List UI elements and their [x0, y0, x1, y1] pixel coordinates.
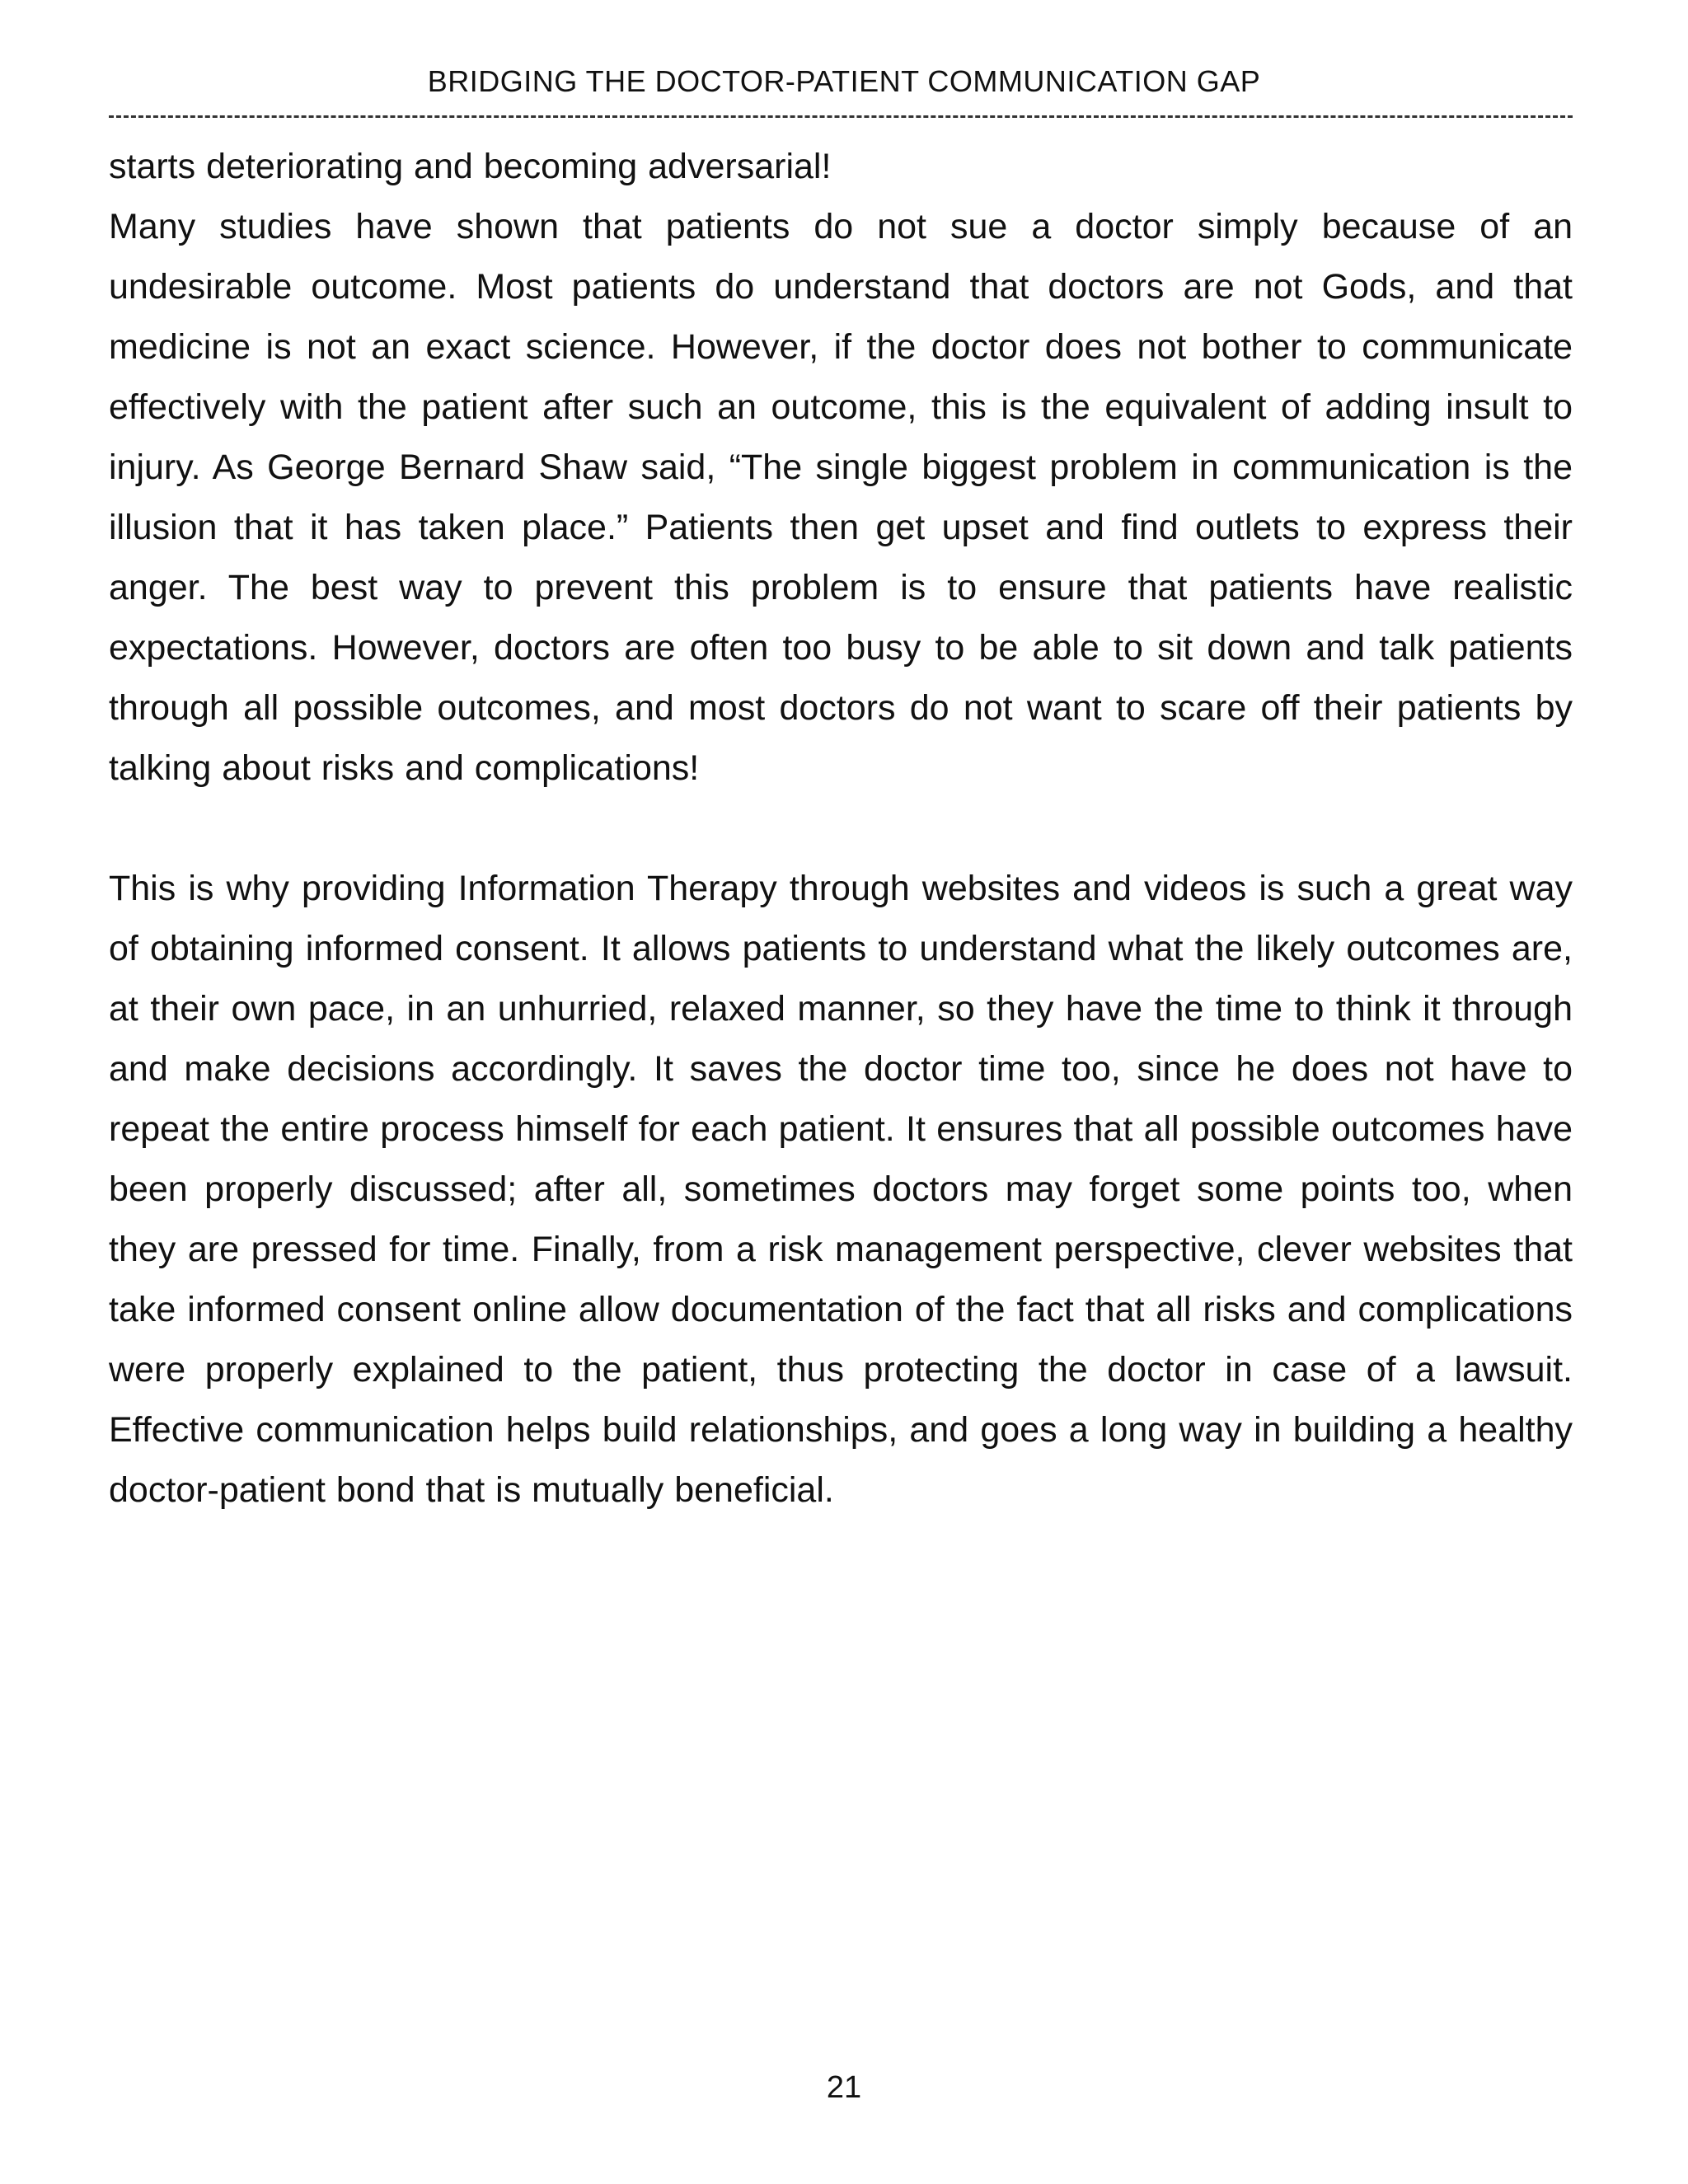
header-divider: [109, 115, 1573, 118]
paragraph-spacer: [109, 799, 1573, 859]
running-header: BRIDGING THE DOCTOR-PATIENT COMMUNICATION GAP: [427, 64, 1261, 98]
page-number: 21: [826, 2070, 862, 2105]
body-text: [109, 137, 1573, 1521]
paragraph-continuation: starts deteriorating and becoming adversarial!: [109, 147, 832, 186]
paragraph-information-therapy: This is why providing Information Therapy through websites and videos is such a great way of obtaining informed consent. It allows patients to understand what the likely outcomes are, at their own pace, in an unhurried, relaxed manner, so they have the time to think it through and make decisions accordingly. It saves the doctor time too, since he does not have to repeat the entire process himself for each patient. It ensures that all possible outcomes have been properly discussed; after all, sometimes doctors may forget some points too, when they are pressed for time. Finally, from a risk management perspective, clever websites that take informed consent online allow documentation of the fact that all risks and complications were properly explained to the patient, thus protecting the doctor in case of a lawsuit. Effective communication helps build relationships, and goes a long way in building a healthy doctor-patient bond that is mutually beneficial.: [109, 869, 1573, 1510]
paragraph-patients-lawsuits: Many studies have shown that patients do not sue a doctor simply because of an undesirable outcome. Most patients do understand that doctors are not Gods, and that medicine is not an exact science. However, if the doctor does not bother to communicate effectively with the patient after such an outcome, this is the equivalent of adding insult to injury. As George Bernard Shaw said, “The single biggest problem in communication is the illusion that it has taken place.” Patients then get upset and find outlets to express their anger. The best way to prevent this problem is to ensure that patients have realistic expectations. However, doctors are often too busy to be able to sit down and talk patients through all possible outcomes, and most doctors do not want to scare off their patients by talking about risks and complications!: [109, 207, 1573, 788]
